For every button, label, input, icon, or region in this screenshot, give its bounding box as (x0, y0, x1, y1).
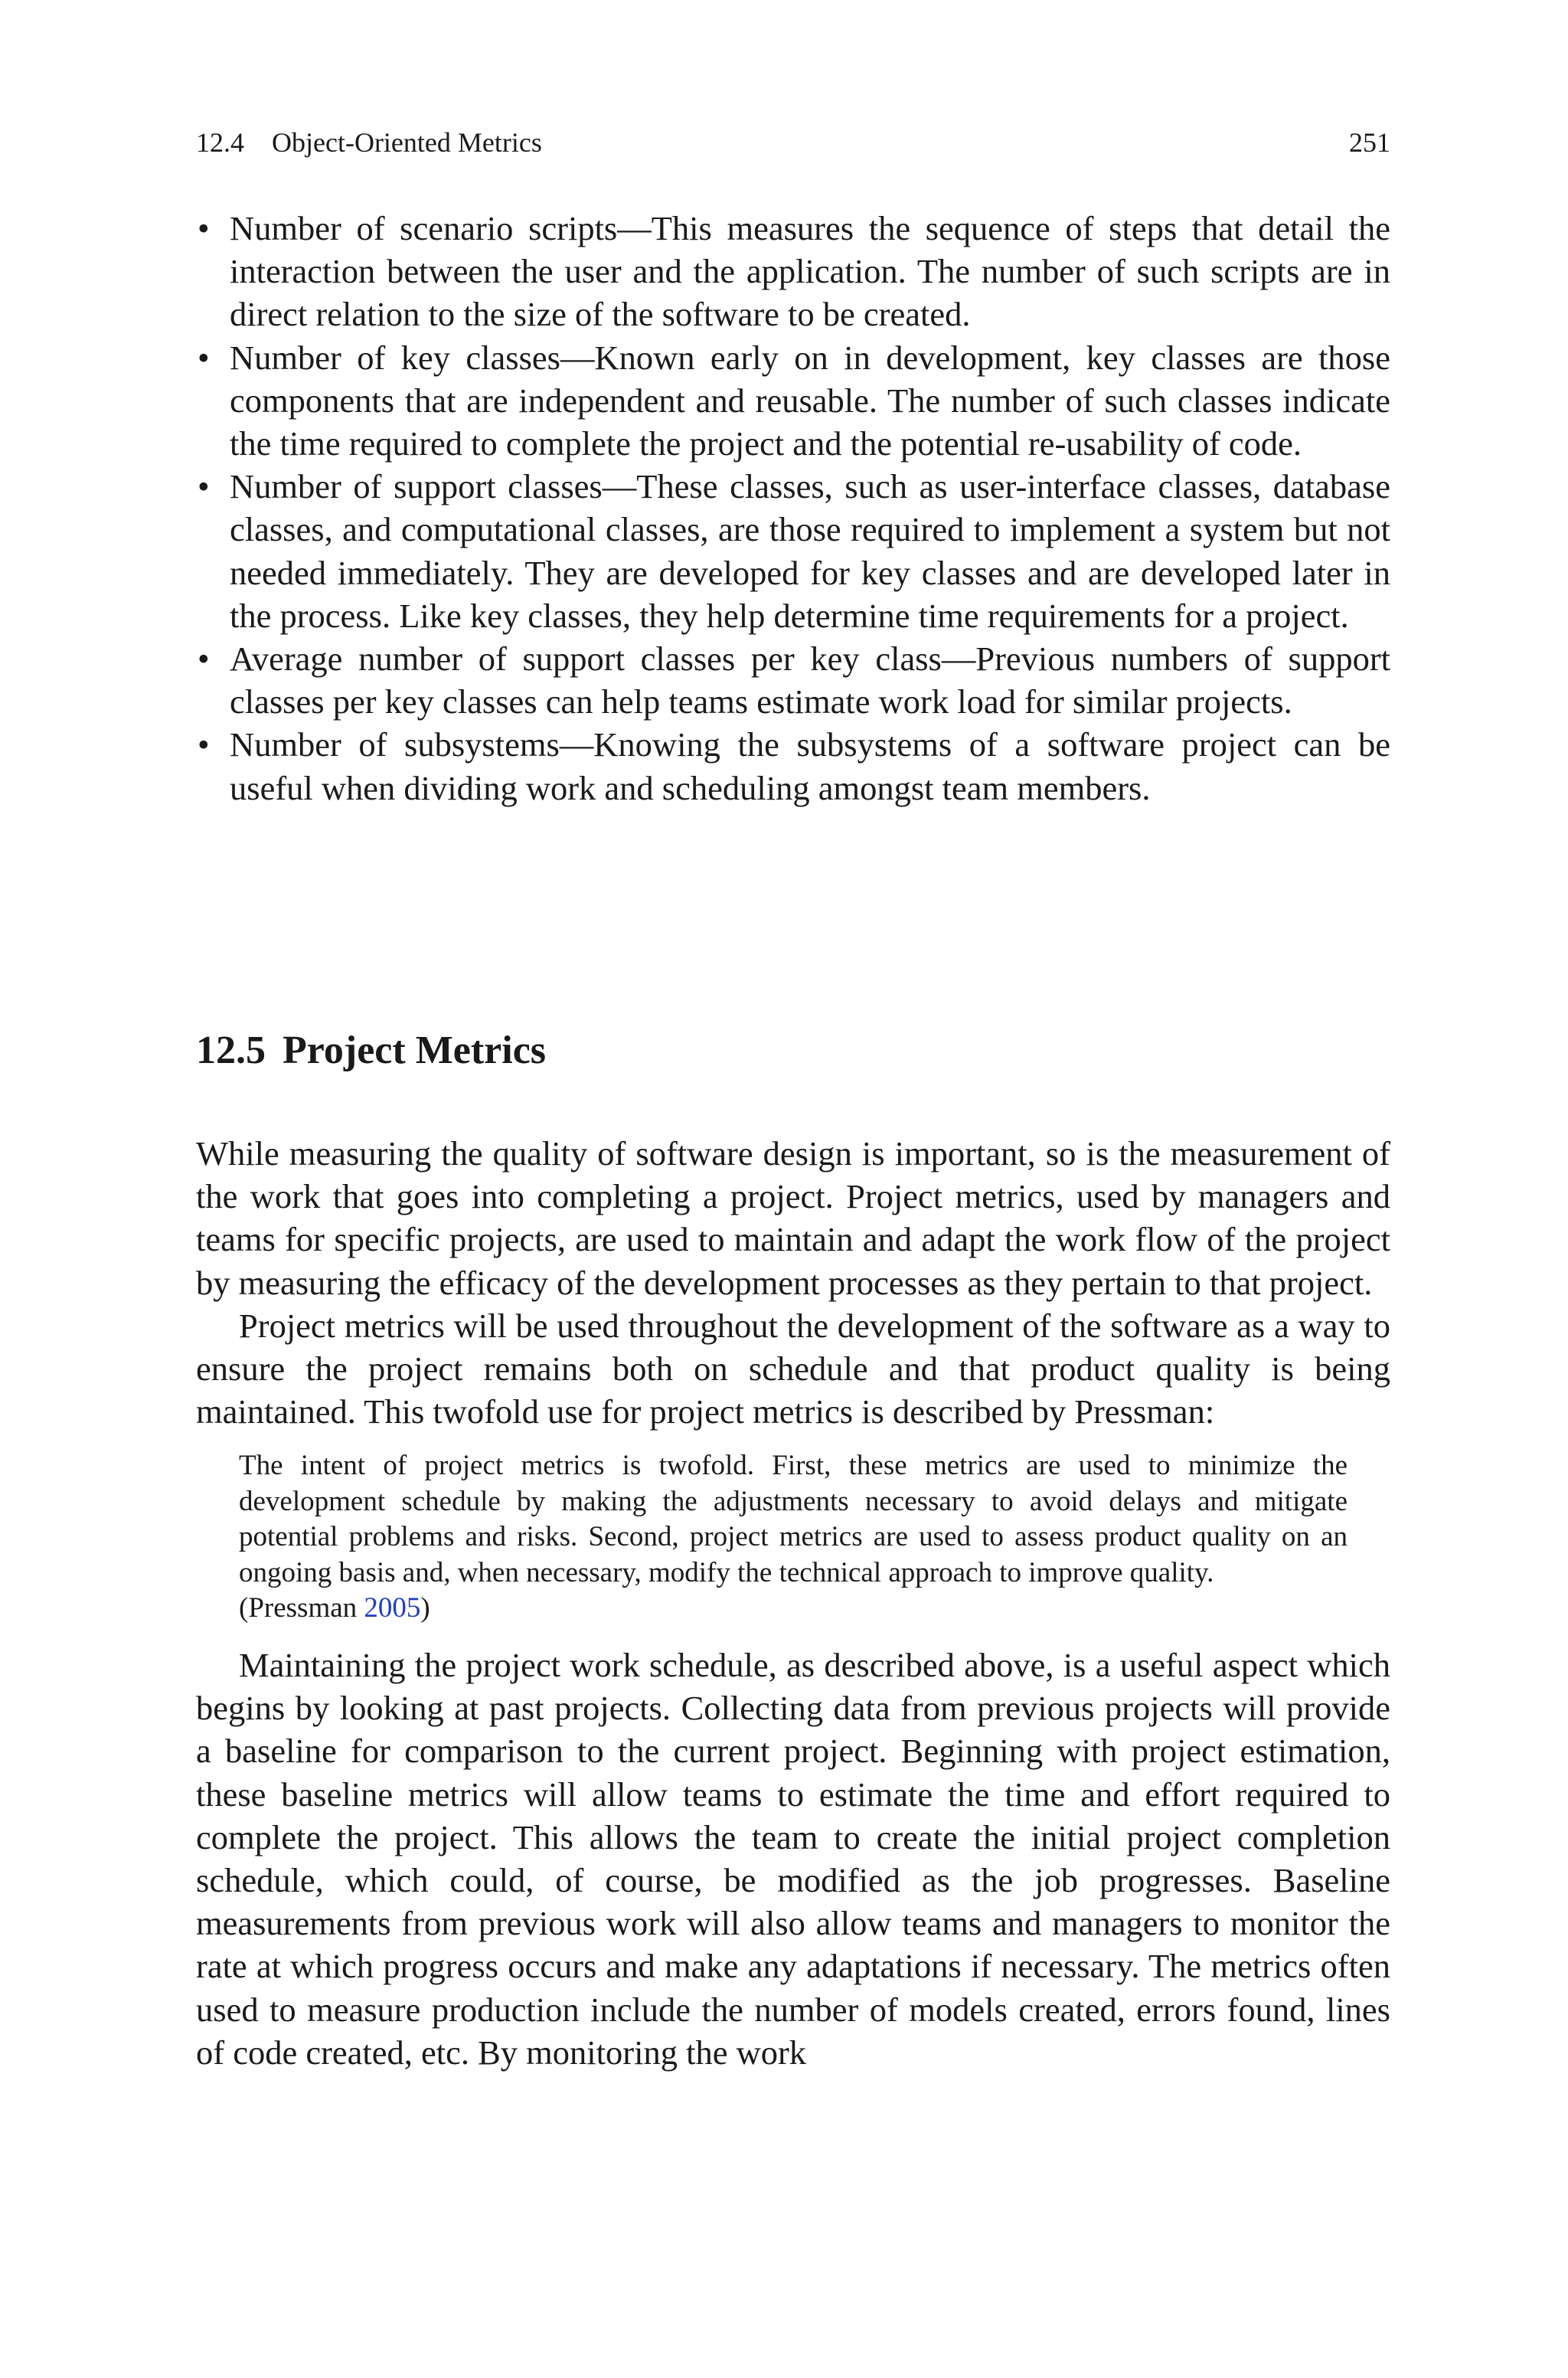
bullet-text: Number of scenario scripts—This measures the sequence of steps that detail the interaction between the user and the application. The number of such scripts are in direct relation to the size of the software to be created. (230, 209, 1390, 334)
bullet-icon: • (198, 209, 210, 247)
bullet-text: Number of key classes—Known early on in development, key classes are those components that are independent and reusable. The number of such classes indicate the time required to complete the project and the potential re-usability of code. (230, 338, 1390, 463)
bullet-item (196, 637, 1390, 723)
bullet-icon: • (198, 639, 210, 679)
citation-close: ) (420, 1592, 430, 1624)
citation-author: (Pressman (239, 1592, 364, 1624)
paragraph: Project metrics will be used throughout the development of the software as a way to ensure the project remains both on schedule and that product quality is being maintained. This twofold use for project metrics is described by Pressman: (196, 1306, 1390, 1431)
bullet-text: Number of subsystems—Knowing the subsystems of a software project can be useful when dividing work and scheduling amongst team members. (230, 725, 1390, 807)
bullet-text: Average number of support classes per key class—Previous numbers of support classes per key classes can help teams estimate work load for similar projects. (230, 639, 1390, 721)
paragraph: While measuring the quality of software design is important, so is the measurement of the work that goes into completing a project. Project metrics, used by managers and teams for specific projects, are used to maintain and adapt the work flow of the project by measuring the efficacy of the development processes as they pertain to that project. (196, 1134, 1390, 1302)
running-head-section: 12.4 Object-Oriented Metrics (196, 127, 542, 158)
bullet-item (196, 465, 1390, 637)
section-title: Project Metrics (283, 1029, 547, 1072)
bullet-item (196, 336, 1390, 466)
paragraph: Maintaining the project work schedule, as described above, is a useful aspect which begins by looking at past projects. Collecting data from previous projects will provide a baseline for comparison to the current project. Beginning with project estimation, these baseline metrics will allow teams to estimate the time and effort required to complete the project. This allows the team to create the initial project completion schedule, which could, of course, be modified as the job progresses. Baseline measurements from previous work will also allow teams and managers to monitor the rate at which progress occurs and make any adaptations if necessary. The metrics often used to measure production include the number of models created, errors found, lines of code created, etc. By monitoring the work (196, 1645, 1390, 2072)
block-quote (239, 1448, 1348, 1627)
quote-citation (239, 1592, 430, 1624)
section-body (196, 1132, 1390, 2074)
citation-year-link[interactable]: 2005 (364, 1592, 421, 1624)
metrics-bullet-list (196, 207, 1390, 810)
bullet-icon: • (198, 725, 210, 764)
bullet-text: Number of support classes—These classes, such as user-interface classes, database classes, and computational classes, are those required to implement a system but not needed immediately. They are developed for key classes and are developed later in the process. Like key classes, they help determine time requirements for a project. (230, 467, 1390, 635)
quote-text: The intent of project metrics is twofold. First, these metrics are used to minimize the development schedule by making the adjustments necessary to avoid delays and mitigate potential problems and risks. Second, project metrics are used to assess product quality on an ongoing basis and, when necessary, modify the technical approach to improve quality. (239, 1450, 1348, 1588)
bullet-item (196, 207, 1390, 336)
bullet-icon: • (198, 338, 210, 377)
bullet-icon: • (198, 467, 210, 506)
page-number: 251 (1349, 127, 1390, 158)
section-heading (196, 1026, 1390, 1075)
running-head (196, 126, 1390, 159)
section-number: 12.5 (196, 1029, 266, 1072)
bullet-item (196, 723, 1390, 809)
